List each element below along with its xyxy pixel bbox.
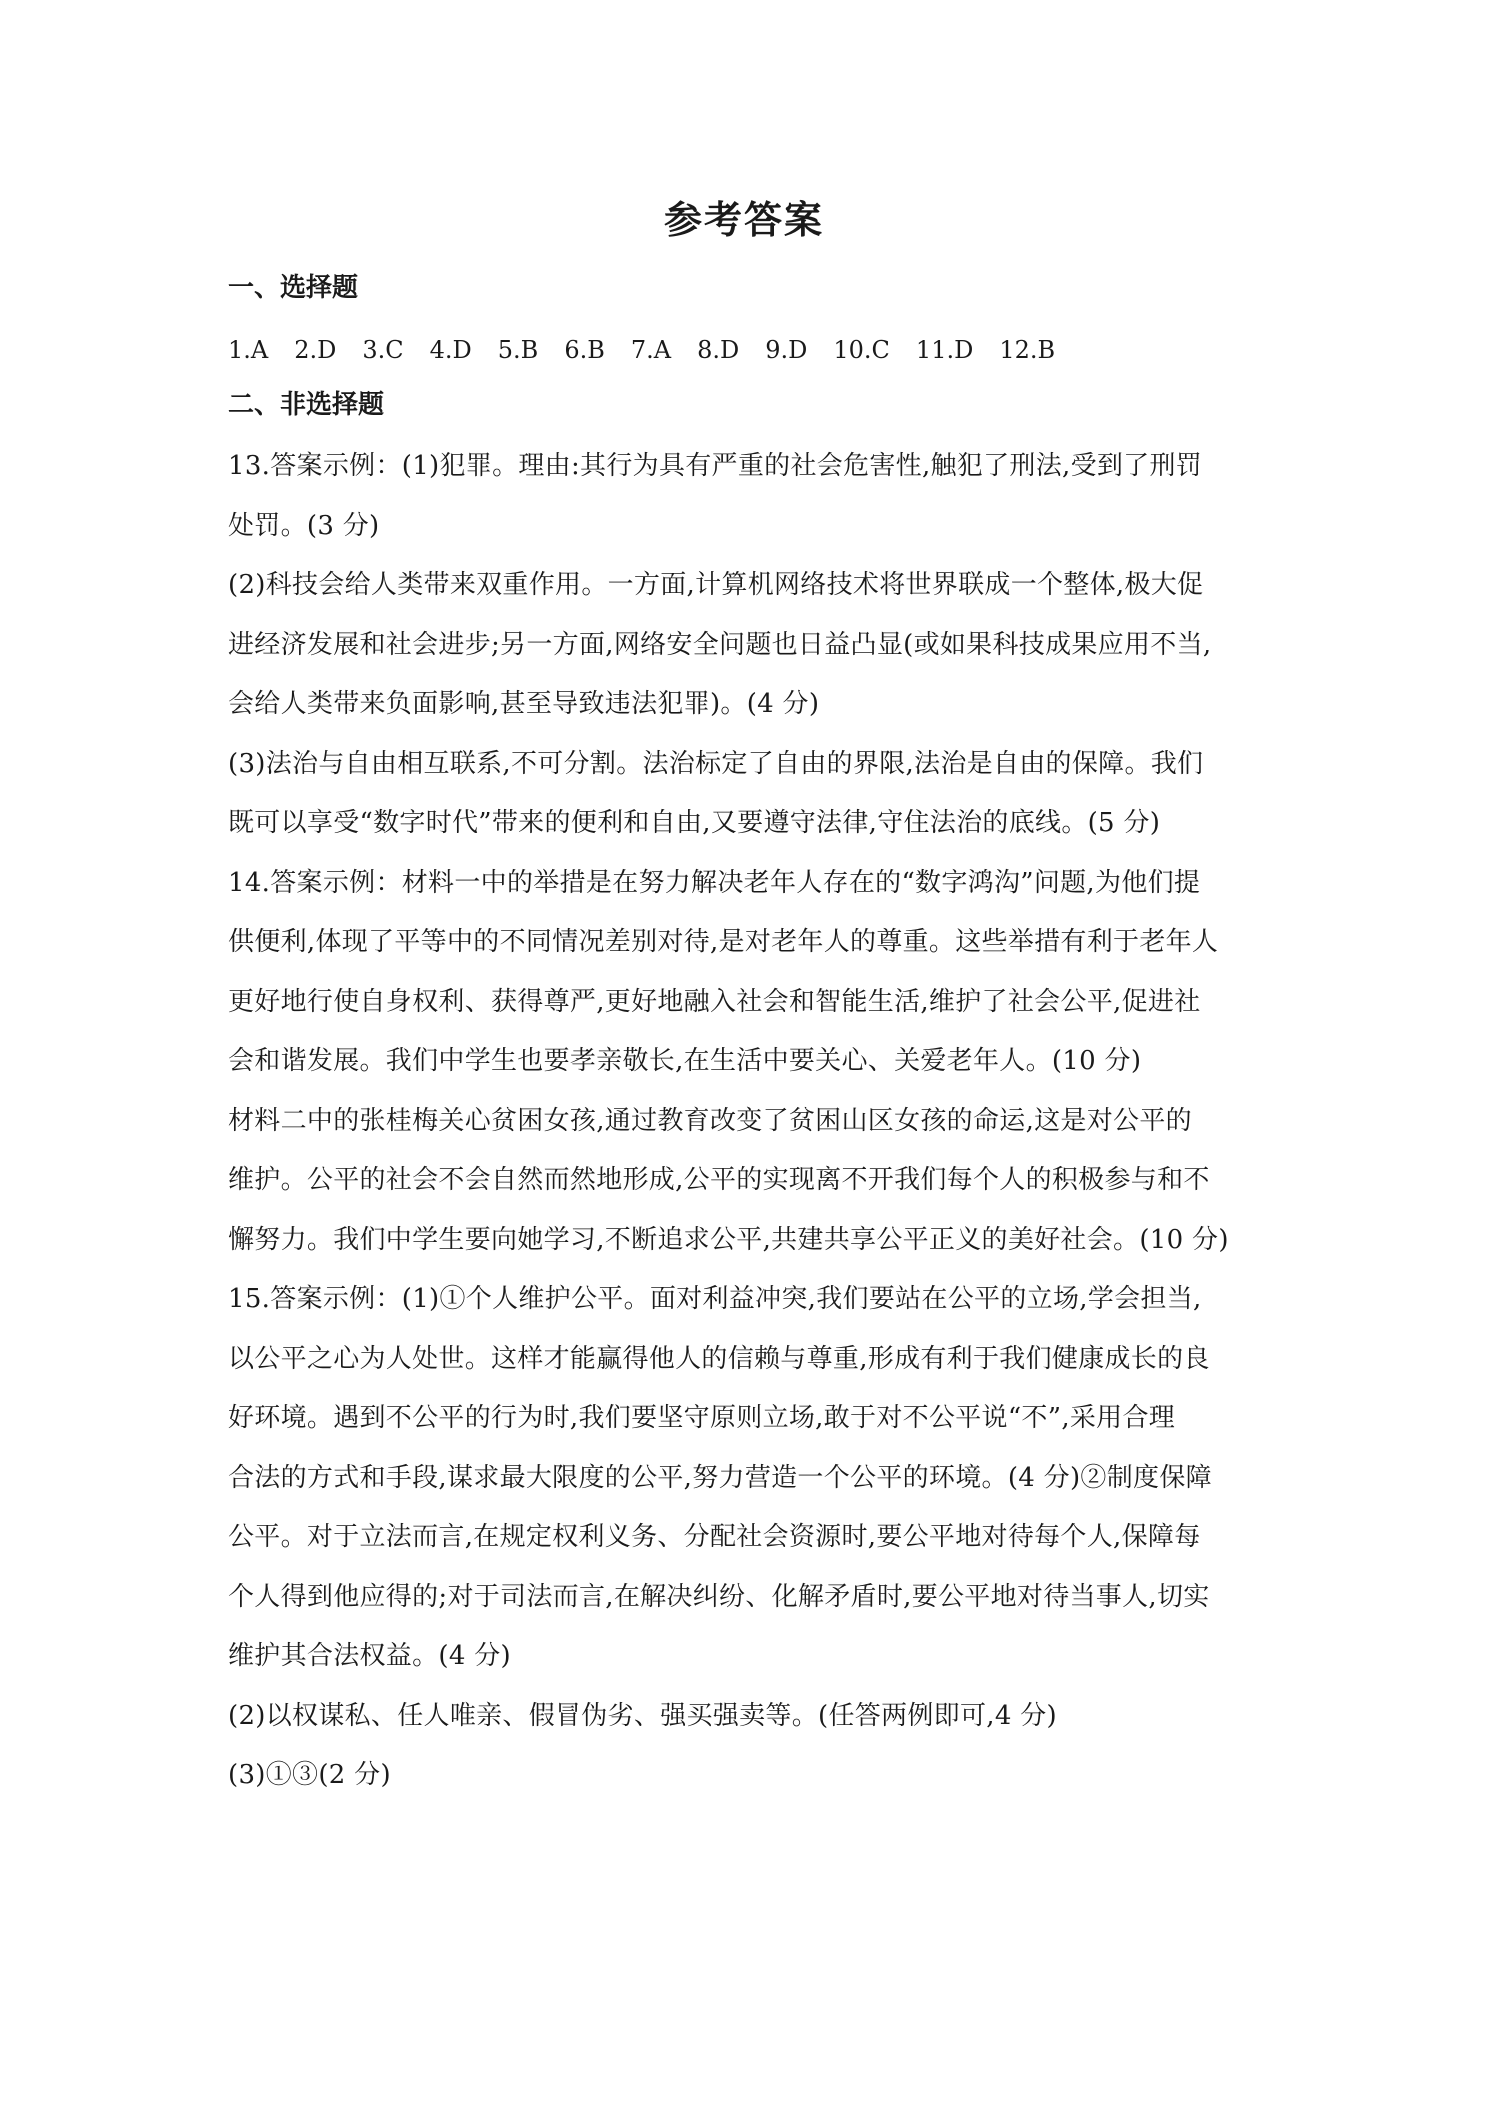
answer-text-line: 进经济发展和社会进步;另一方面,网络安全问题也日益凸显(或如果科技成果应用不当,	[228, 629, 1212, 660]
answer-item: 7.A	[630, 336, 672, 364]
answer-text-line: 会和谐发展。我们中学生也要孝亲敬长,在生活中要关心、关爱老年人。(10 分)	[228, 1046, 1142, 1076]
page-title: 参考答案	[663, 198, 824, 242]
answer-item: 4.D	[429, 336, 472, 364]
answer-text-line: 材料二中的张桂梅关心贫困女孩,通过教育改变了贫困山区女孩的命运,这是对公平的	[228, 1105, 1192, 1136]
answer-text-line: 13.答案示例：(1)犯罪。理由:其行为具有严重的社会危害性,触犯了刑法,受到了刑罚	[228, 451, 1203, 481]
answer-item: 3.C	[362, 336, 404, 364]
answer-text-line: (2)科技会给人类带来双重作用。一方面,计算机网络技术将世界联成一个整体,极大促	[228, 570, 1204, 600]
answer-text-line: 公平。对于立法而言,在规定权利义务、分配社会资源时,要公平地对待每个人,保障每	[228, 1522, 1201, 1552]
answer-text-line: (2)以权谋私、任人唯亲、假冒伪劣、强买强卖等。(任答两例即可,4 分)	[228, 1700, 1057, 1731]
answer-item: 9.D	[765, 336, 808, 364]
answer-text-line: 14.答案示例：材料一中的举措是在努力解决老年人存在的“数字鸿沟”问题,为他们提	[228, 867, 1201, 898]
section-heading-non-choice: 二、非选择题	[228, 390, 385, 420]
answer-text-line: 更好地行使自身权利、获得尊严,更好地融入社会和智能生活,维护了社会公平,促进社	[228, 986, 1201, 1017]
answer-text-line: 维护其合法权益。(4 分)	[228, 1641, 511, 1671]
answer-text-line: 个人得到他应得的;对于司法而言,在解决纠纷、化解矛盾时,要公平地对待当事人,切实	[228, 1581, 1210, 1612]
answer-item: 8.D	[697, 336, 740, 364]
answer-text-line: (3)法治与自由相互联系,不可分割。法治标定了自由的界限,法治是自由的保障。我们	[228, 748, 1204, 779]
answer-text-line: 会给人类带来负面影响,甚至导致违法犯罪)。(4 分)	[228, 689, 820, 719]
answer-item: 6.B	[564, 336, 605, 364]
answer-item: 11.D	[915, 336, 974, 364]
answer-item: 10.C	[833, 336, 890, 364]
answer-item: 5.B	[497, 336, 539, 364]
answer-text-line: 懈努力。我们中学生要向她学习,不断追求公平,共建共享公平正义的美好社会。(10 分)	[228, 1224, 1229, 1255]
multiple-choice-answers	[228, 330, 1055, 370]
answer-text-line: 维护。公平的社会不会自然而然地形成,公平的实现离不开我们每个人的积极参与和不	[228, 1165, 1210, 1195]
answer-text-line: 处罚。(3 分)	[228, 510, 380, 541]
answer-text-line: (3)①③(2 分)	[228, 1760, 391, 1790]
answer-text-line: 以公平之心为人处世。这样才能赢得他人的信赖与尊重,形成有利于我们健康成长的良	[228, 1343, 1210, 1374]
answer-text-line: 合法的方式和手段,谋求最大限度的公平,努力营造一个公平的环境。(4 分)②制度保障	[228, 1462, 1212, 1493]
answer-text-line: 既可以享受“数字时代”带来的便利和自由,又要遵守法律,守住法治的底线。(5 分)	[228, 808, 1161, 838]
answer-text-line: 好环境。遇到不公平的行为时,我们要坚守原则立场,敢于对不公平说“不”,采用合理	[228, 1403, 1176, 1433]
answer-text-line: 供便利,体现了平等中的不同情况差别对待,是对老年人的尊重。这些举措有利于老年人	[228, 927, 1219, 957]
non-choice-answers-body	[228, 437, 1262, 1806]
answer-item: 12.B	[999, 336, 1056, 364]
answer-text-line: 15.答案示例：(1)①个人维护公平。面对利益冲突,我们要站在公平的立场,学会担当,	[228, 1284, 1202, 1314]
answer-item: 2.D	[294, 336, 337, 364]
answer-item: 1.A	[228, 336, 269, 364]
section-heading-multiple-choice: 一、选择题	[228, 273, 359, 303]
